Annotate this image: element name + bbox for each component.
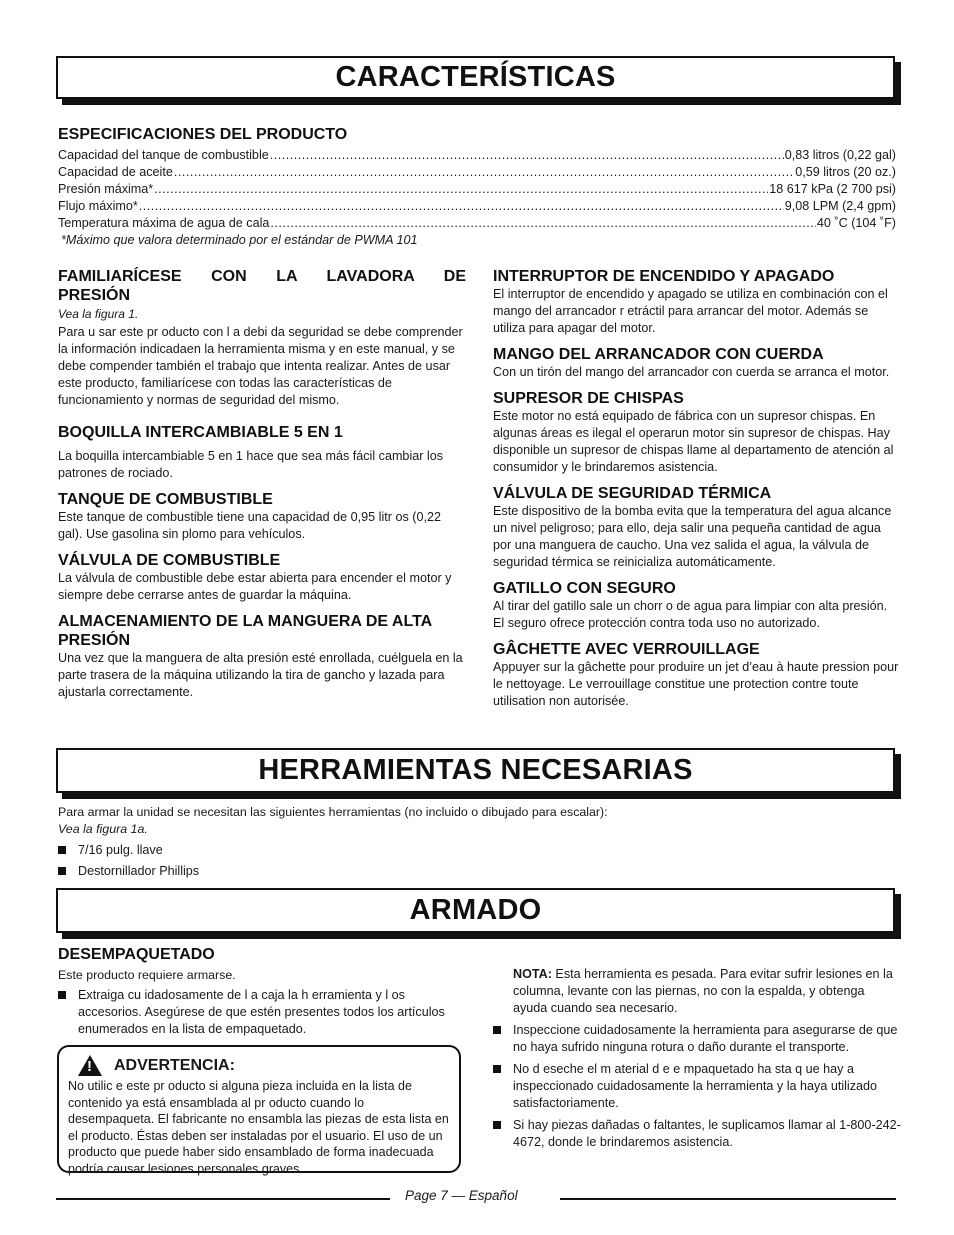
list-item (58, 987, 468, 1038)
gatillo-heading: GATILLO CON SEGURO (493, 580, 676, 597)
supresor-heading: SUPRESOR DE CHISPAS (493, 390, 684, 407)
herramientas-section (58, 804, 896, 880)
valvula-termica-heading: VÁLVULA DE SEGURIDAD TÉRMICA (493, 485, 772, 502)
list-item (58, 842, 896, 859)
bullet-text: No d eseche el m aterial d e e mpaquetado ha sta q ue hay a inspeccionado cuidadosamente la herramienta y la haya utilizado satisfactoriamente. (513, 1062, 878, 1110)
list-item (493, 1117, 901, 1151)
boquilla-heading: BOQUILLA INTERCAMBIABLE 5 EN 1 (58, 424, 343, 441)
bullet-icon (493, 1065, 501, 1073)
valvula-combustible-heading: VÁLVULA DE COMBUSTIBLE (58, 552, 281, 569)
left-column (58, 267, 466, 701)
bullet-icon (493, 1026, 501, 1034)
herramientas-intro: Para armar la unidad se necesitan las siguientes herramientas (no incluido o dibujado para escalar): (58, 805, 608, 819)
specs-note: *Máximo que valora determinado por el estándar de PWMA 101 (61, 233, 418, 247)
desempaquetado-heading: DESEMPAQUETADO (58, 946, 215, 963)
footer-rule-right (560, 1198, 896, 1200)
list-item (58, 863, 896, 880)
armado-banner (56, 888, 895, 933)
specs-heading: ESPECIFICACIONES DEL PRODUCTO (58, 126, 348, 143)
nota-text: Esta herramienta es pesada. Para evitar sufrir lesiones en la columna, levante con las piernas, no con la espalda, y obtenga ayuda cuando sea necesario. (513, 967, 893, 1015)
spec-value: 0,83 litros (0,22 gal) (784, 148, 896, 162)
gachette-text: Appuyer sur la gâchette pour produire un jet d’eau à haute pression pour le nettoyage. Le verrouillage constitue une protection contre toute utilisation non autorisée. (493, 660, 899, 708)
boquilla-text: La boquilla intercambiable 5 en 1 hace que sea más fácil cambiar los patrones de rociado. (58, 449, 444, 480)
page-footer: Page 7 — Español (405, 1188, 518, 1203)
spec-label: Capacidad del tanque de combustible (58, 148, 269, 162)
spec-label: Flujo máximo* (58, 199, 138, 213)
section-title: HERRAMIENTAS NECESARIAS (258, 754, 693, 786)
gatillo-text: Al tirar del gatillo sale un chorr o de agua para limpiar con alta presión. El seguro ofrece protección contra toda uso no autorizado. (493, 599, 888, 630)
armado-right-column (493, 966, 901, 1151)
figure-ref: Vea la figura 1. (58, 307, 139, 321)
warning-icon: ! (78, 1055, 102, 1076)
warning-text: No utilic e este pr oducto si alguna pieza incluida en la lista de contenido ya está ensamblada al pr oducto cuando lo desempaqueta. El fabricante no ensambla las piezas de esta lista en el producto. Éstas deben ser instaladas por el usuario. El uso de un producto que puede haber sido ensamblado de forma inadecuada podría causar lesiones personales graves. (68, 1079, 449, 1176)
right-column (493, 267, 901, 710)
bullet-text: Si hay piezas dañadas o faltantes, le suplicamos llamar al 1-800-242-4672, donde le brindaremos asistencia. (513, 1118, 901, 1149)
tool-label: Destornillador Phillips (78, 864, 200, 878)
mango-text: Con un tirón del mango del arrancador con cuerda se arranca el motor. (493, 365, 890, 379)
tool-label: 7/16 pulg. llave (78, 843, 163, 857)
herramientas-banner (56, 748, 895, 793)
desempaquetado-section (58, 945, 468, 1038)
spec-row (58, 198, 896, 215)
section-title: ARMADO (409, 894, 542, 926)
gachette-heading: GÂCHETTE AVEC VERROUILLAGE (493, 641, 760, 658)
almacenamiento-heading: ALMACENAMIENTO DE LA MANGUERA DE ALTA PRESIÓN (58, 613, 432, 649)
spec-value: 0,59 litros (20 oz.) (795, 165, 896, 179)
spec-row (58, 215, 896, 232)
list-item (493, 1022, 901, 1056)
nota-label: NOTA: (513, 967, 552, 981)
footer-rule-left (56, 1198, 390, 1200)
spec-value: 18 617 kPa (2 700 psi) (769, 182, 896, 196)
bullet-icon (58, 867, 66, 875)
bullet-icon (493, 1121, 501, 1129)
interruptor-text: El interruptor de encendido y apagado se utiliza en combinación con el mango del arrancador r etráctil para arrancar del motor. Además se utiliza para apagar del motor. (493, 287, 888, 335)
warning-box (57, 1045, 461, 1176)
warning-title: ADVERTENCIA: (114, 1056, 235, 1074)
tanque-heading: TANQUE DE COMBUSTIBLE (58, 491, 273, 508)
spec-row (58, 164, 896, 181)
caracteristicas-banner (56, 56, 895, 99)
spec-value: 40 ˚C (104 ˚F) (816, 216, 896, 230)
bullet-icon (58, 991, 66, 999)
spec-value: 9,08 LPM (2,4 gpm) (784, 199, 896, 213)
specs-section (58, 125, 896, 249)
list-item (493, 1061, 901, 1112)
section-title: CARACTERÍSTICAS (335, 61, 616, 93)
spec-label: Temperatura máxima de agua de cala (58, 216, 270, 230)
bullet-icon (58, 846, 66, 854)
figure-ref: Vea la figura 1a. (58, 822, 148, 836)
mango-heading: MANGO DEL ARRANCADOR CON CUERDA (493, 346, 824, 363)
nota-paragraph (493, 966, 901, 1017)
supresor-text: Este motor no está equipado de fábrica con un supresor chispas. En algunas áreas es ilegal el operarun motor sin supresor de chispas. Hay disponible un supresor de chispas llame al departamento de atención al consumidor y le brindaremos asistencia. (493, 409, 894, 474)
bullet-text: Inspeccione cuidadosamente la herramienta para asegurarse de que no haya sufrido ninguna rotura o daño durante el transporte. (513, 1023, 898, 1054)
valvula-termica-text: Este dispositivo de la bomba evita que la temperatura del agua alcance un nivel peligroso; para ello, deja salir una pequeña cantidad de agua por una manguera de caucho. Una vez salida el agua, la válvula de seguridad térmica se reinicializa automáticamente. (493, 504, 892, 569)
spec-label: Presión máxima* (58, 182, 154, 196)
almacenamiento-text: Una vez que la manguera de alta presión esté enrollada, cuélguela en la parte trasera de la máquina utilizando la tira de gancho y lazada para ajustarla correctamente. (58, 651, 463, 699)
spec-row (58, 181, 896, 198)
interruptor-heading: INTERRUPTOR DE ENCENDIDO Y APAGADO (493, 268, 835, 285)
bullet-text: Extraiga cu idadosamente de l a caja la h erramienta y l os accesorios. Asegúrese de que estén presentes todos los artículos enumerados en la lista de empaquetado. (78, 988, 445, 1036)
warning-header (78, 1055, 450, 1076)
valvula-combustible-text: La válvula de combustible debe estar abierta para encender el motor y siempre debe cerrarse antes de guardar la máquina. (58, 571, 452, 602)
spec-label: Capacidad de aceite (58, 165, 173, 179)
desempaquetado-intro: Este producto requiere armarse. (58, 968, 236, 982)
familiarice-heading: FAMILIARÍCESE CON LA LAVADORA DE PRESIÓN (58, 268, 466, 304)
familiarice-text: Para u sar este pr oducto con l a debi da seguridad se debe comprender la información indicadaen la herramienta misma y en este manual, y se debe compender también el trabajo que intenta realizar. Antes de usar este producto, familiarícese con todas las características de funcionamiento y normas de seguridad del mismo. (58, 325, 463, 407)
tanque-text: Este tanque de combustible tiene una capacidad de 0,95 litr os (0,22 gal). Use gasolina sin plomo para vehículos. (58, 510, 441, 541)
spec-row (58, 147, 896, 164)
